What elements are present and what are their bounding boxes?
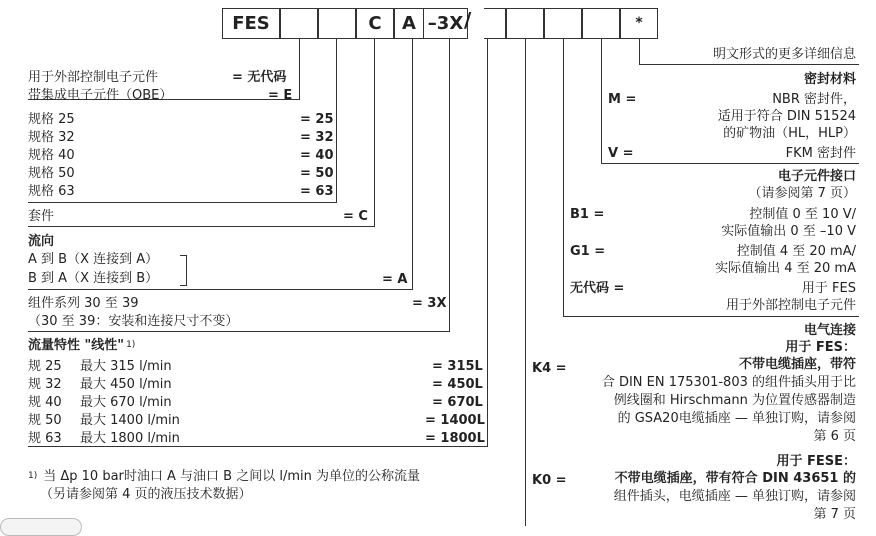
- electronics-none-line1: 用于 FES: [801, 281, 856, 296]
- leader-type: [299, 39, 300, 99]
- electrical-k4-line1: 不带电缆插座，带符: [738, 357, 856, 372]
- electrical-title: 电气连接: [803, 323, 856, 338]
- code-slash: /: [464, 8, 472, 32]
- kit-label: 套件: [28, 209, 55, 224]
- flow-size-50: 规 50: [28, 413, 62, 428]
- size-code-50: = 50: [300, 166, 334, 181]
- electronics-g1-line1: 控制值 4 至 20 mA/: [736, 244, 856, 259]
- flow-direction-title: 流向: [28, 234, 55, 249]
- electrical-k4-line3: 例线圈和 Hirschmann 为位置传感器制造: [613, 393, 856, 408]
- electronics-subtitle: （请参阅第 7 页）: [748, 186, 856, 201]
- series-label: 组件系列 30 至 39: [28, 296, 139, 311]
- flow-dir-bracket-top: [180, 255, 187, 256]
- seal-m-line2: 适用于符合 DIN 51524: [717, 109, 856, 124]
- electronics-g1-line2: 实际值输出 4 至 20 mA: [715, 261, 856, 276]
- ext-electronics-code: = 无代码: [232, 70, 287, 85]
- code-box-flow-direction: A: [394, 8, 424, 39]
- seal-m-key: M =: [608, 92, 637, 107]
- code-box-seal: [582, 8, 620, 39]
- leader-more-info-h: [639, 64, 859, 65]
- seal-m-line1: NBR 密封件，: [772, 92, 856, 107]
- size-code-40: = 40: [300, 148, 334, 163]
- footnote-text-1: 当 Δp 10 bar时油口 A 与油口 B 之间以 l/min 为单位的公称流量: [43, 469, 421, 484]
- code-box-blank-2: [318, 8, 356, 39]
- flow-code-32: = 450L: [432, 377, 483, 392]
- code-box-blank-1: [280, 8, 318, 39]
- electrical-k0-line1: [615, 470, 856, 487]
- leader-series: [449, 39, 450, 331]
- code-box-kit: C: [356, 8, 394, 39]
- electronics-none-key: 无代码 =: [570, 281, 625, 296]
- electrical-k4-line5: 第 6 页: [813, 429, 856, 444]
- kit-code: = C: [343, 209, 368, 224]
- leader-kit-h: [28, 226, 375, 227]
- electronics-none-line2: 用于外部控制电子元件: [725, 298, 856, 313]
- seal-v-line1: FKM 密封件: [785, 146, 856, 161]
- size-label-40: 规格 40: [28, 148, 75, 163]
- code-box-type: FES: [222, 8, 280, 39]
- size-label-50: 规格 50: [28, 166, 75, 181]
- size-code-25: = 25: [300, 112, 334, 127]
- flow-size-32: 规 32: [28, 377, 62, 392]
- leader-seal-h: [601, 163, 859, 164]
- electrical-fes-title: 用于 FES：: [785, 340, 856, 355]
- seal-title: 密封材料: [803, 72, 856, 87]
- series-note: （30 至 39：安装和连接尺寸不变）: [28, 314, 239, 329]
- ext-electronics-label: 用于外部控制电子元件: [28, 70, 159, 85]
- flow-char-title: [28, 337, 135, 354]
- electrical-k4-key: K4 =: [532, 361, 567, 376]
- electrical-k0-key: K0 =: [532, 473, 567, 488]
- leader-flow-dir-h: [28, 289, 413, 290]
- leader-seal: [601, 39, 602, 163]
- electrical-k0-line3: 第 7 页: [813, 507, 856, 522]
- leader-flow-char: [487, 39, 488, 446]
- flow-dir-bracket-bottom: [180, 285, 187, 286]
- size-code-63: = 63: [300, 184, 334, 199]
- leader-kit: [374, 39, 375, 226]
- electronics-b1-line2: 实际值输出 0 至 –10 V: [721, 224, 856, 239]
- flow-direction-line2: B 到 A（X 连接到 B）: [28, 271, 159, 286]
- size-label-25: 规格 25: [28, 112, 75, 127]
- flow-size-40: 规 40: [28, 395, 62, 410]
- size-label-32: 规格 32: [28, 130, 75, 145]
- leader-electrical: [525, 39, 526, 526]
- electronics-title: 电子元件接口: [777, 169, 856, 184]
- leader-electronics-h: [563, 316, 859, 317]
- leader-more-info: [639, 39, 640, 64]
- electronics-g1-key: G1 =: [570, 244, 606, 259]
- obe-code: = E: [268, 88, 293, 103]
- footnote-line1: [28, 468, 420, 485]
- leader-flow-dir: [412, 39, 413, 289]
- size-label-63: 规格 63: [28, 184, 75, 199]
- series-code: = 3X: [412, 296, 447, 311]
- flow-char-title-text: 流量特性 "线性": [28, 338, 125, 353]
- electronics-b1-line1: 控制值 0 至 10 V/: [749, 207, 856, 222]
- leader-series-h: [28, 331, 450, 332]
- code-box-electronics: [544, 8, 582, 39]
- obe-label: 带集成电子元件（OBE）: [28, 88, 173, 103]
- seal-v-key: V =: [608, 146, 634, 161]
- leader-electronics: [563, 39, 564, 316]
- flow-max-63: 最大 1800 l/min: [80, 431, 180, 446]
- flow-direction-code: = A: [382, 272, 408, 287]
- flow-max-25: 最大 315 l/min: [80, 359, 172, 374]
- flow-code-63: = 1800L: [425, 431, 485, 446]
- flow-code-50: = 1400L: [425, 413, 485, 428]
- flow-max-32: 最大 450 l/min: [80, 377, 172, 392]
- flow-max-50: 最大 1400 l/min: [80, 413, 180, 428]
- electronics-b1-key: B1 =: [570, 207, 605, 222]
- electrical-k0-line1-text: 不带电缆插座，带有符合 DIN 43651 的: [614, 471, 856, 486]
- electrical-k4-line2: 合 DIN EN 175301-803 的组件插头用于比: [601, 375, 856, 390]
- flow-size-63: 规 63: [28, 431, 62, 446]
- electrical-k0-line2: 组件插头，电缆插座 — 单独订购，请参阅: [613, 489, 856, 504]
- code-box-more-info: *: [620, 8, 658, 39]
- flow-max-40: 最大 670 l/min: [80, 395, 172, 410]
- more-info-label: 明文形式的更多详细信息: [712, 47, 856, 62]
- footnote-mark: 1): [28, 471, 38, 481]
- electrical-fese-title: 用于 FESE：: [776, 454, 856, 469]
- leader-size: [336, 39, 337, 202]
- seal-m-line3: 的矿物油（HL，HLP）: [723, 126, 856, 141]
- flow-char-footnote-ref: 1): [126, 340, 136, 350]
- size-code-32: = 32: [300, 130, 334, 145]
- flow-code-25: = 315L: [432, 359, 483, 374]
- flow-code-40: = 670L: [432, 395, 483, 410]
- flow-dir-bracket: [186, 255, 187, 285]
- code-box-series: –3X: [424, 8, 468, 39]
- flow-direction-line1: A 到 B（X 连接到 A）: [28, 252, 159, 267]
- code-box-flow-char: [484, 8, 506, 39]
- footnote-line2: （另请参阅第 4 页的液压技术数据）: [40, 487, 252, 502]
- corner-decoration: [0, 518, 82, 536]
- electrical-k4-line4: 的 GSA20电缆插座 — 单独订购，请参阅: [617, 411, 856, 426]
- leader-size-h: [28, 202, 337, 203]
- flow-size-25: 规 25: [28, 359, 62, 374]
- code-box-electrical: [506, 8, 544, 39]
